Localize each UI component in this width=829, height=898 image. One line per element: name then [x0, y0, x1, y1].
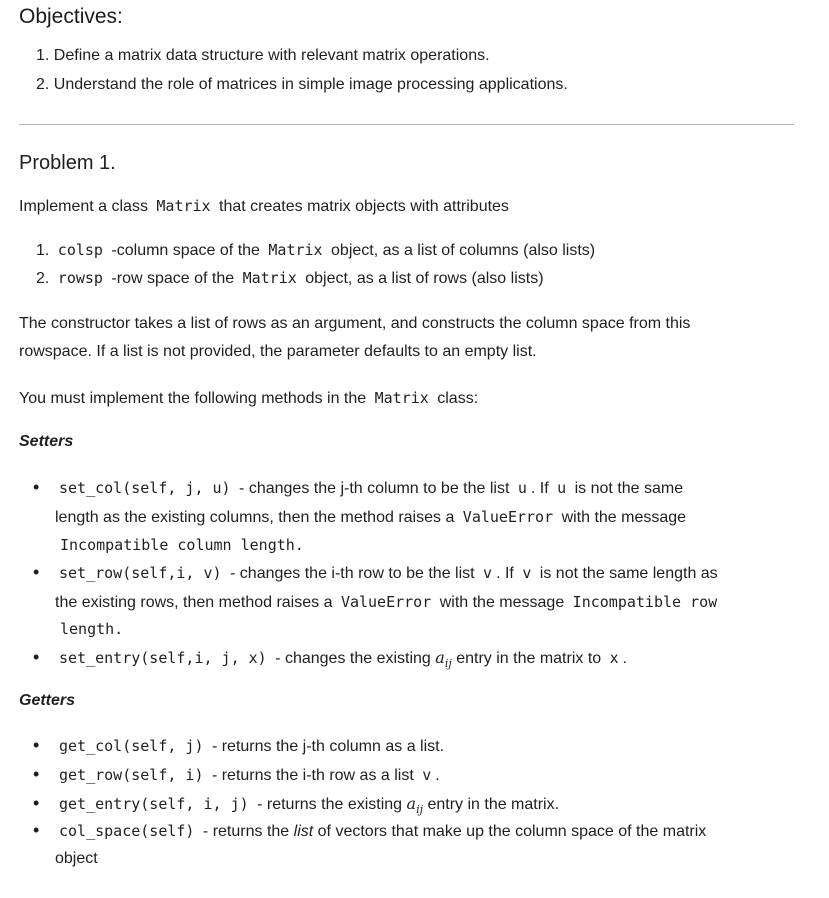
inline-code: v	[522, 564, 532, 582]
class-name-code: Matrix	[268, 241, 323, 259]
attribute-text: object, as a list of rows (also lists)	[305, 270, 544, 287]
setter-set-row-line3	[56, 620, 127, 639]
inline-code: ValueError	[340, 593, 432, 611]
setter-set-entry	[33, 648, 627, 670]
list-number: 2.	[36, 270, 50, 287]
bullet-icon: •	[33, 562, 40, 582]
bullet-icon: •	[33, 820, 40, 840]
method-desc: with the message	[561, 509, 687, 526]
method-desc: entry in the matrix to	[456, 650, 602, 667]
method-desc: - changes the existing	[275, 650, 431, 667]
objective-item: 2. Understand the role of matrices in simple image processing applications.	[36, 76, 568, 93]
method-desc: - changes the j-th column to be the list	[239, 480, 510, 497]
math-a-ij	[406, 794, 423, 817]
attribute-text: -column space of the	[111, 242, 260, 259]
class-name-code: Matrix	[242, 269, 297, 287]
math-a-ij	[435, 648, 452, 671]
method-desc: with the message	[439, 594, 565, 611]
method-desc: length as the existing columns, then the method raises a	[55, 509, 455, 526]
method-desc: . If	[530, 480, 549, 497]
getter-get-entry	[33, 794, 559, 816]
method-desc: is not the same length as	[539, 565, 718, 582]
math-sub: ij	[416, 803, 423, 817]
inline-code: u	[557, 479, 567, 497]
method-signature: set_entry(self,i, j, x)	[59, 649, 267, 667]
attribute-text: object, as a list of columns (also lists)	[331, 242, 596, 259]
getter-col-space	[33, 822, 706, 841]
must-text: You must implement the following methods in the	[19, 390, 367, 407]
setter-set-col-line2	[55, 508, 686, 527]
divider	[19, 124, 794, 125]
method-desc: - returns the j-th column as a list.	[211, 738, 445, 755]
attribute-item-rowsp	[36, 269, 544, 288]
constructor-text-line2: rowspace. If a list is not provided, the parameter defaults to an empty list.	[19, 343, 537, 360]
bullet-icon: •	[33, 764, 40, 784]
method-signature: get_row(self, i)	[59, 766, 204, 784]
method-signature: get_entry(self, i, j)	[59, 795, 249, 813]
method-desc: entry in the matrix.	[427, 796, 560, 813]
method-signature: col_space(self)	[59, 822, 195, 840]
method-signature: set_row(self,i, v)	[59, 564, 222, 582]
problem-intro	[19, 197, 509, 216]
inline-code: ValueError	[462, 508, 554, 526]
method-desc: .	[435, 767, 440, 784]
attribute-item-colsp	[36, 241, 595, 260]
intro-text: Implement a class	[19, 198, 148, 215]
method-desc: - returns the	[202, 823, 290, 840]
method-desc: of vectors that make up the column space of the matrix	[317, 823, 707, 840]
method-desc: - changes the i-th row to be the list	[230, 565, 475, 582]
error-message-code: Incompatible column length.	[60, 536, 304, 554]
method-desc: .	[622, 650, 628, 667]
setter-set-row-line2	[55, 593, 721, 612]
getter-get-col	[33, 737, 444, 756]
must-implement-text	[19, 389, 478, 408]
class-name-code: Matrix	[156, 197, 211, 215]
getter-col-space-line2: object	[55, 850, 98, 867]
intro-text: that creates matrix objects with attributes	[219, 198, 509, 215]
method-desc: is not the same	[574, 480, 684, 497]
getter-get-row	[33, 766, 440, 785]
bullet-icon: •	[33, 647, 40, 667]
getters-heading: Getters	[19, 692, 76, 709]
setter-set-row	[33, 564, 718, 583]
math-var: a	[435, 648, 445, 667]
class-name-code: Matrix	[374, 389, 429, 407]
objective-item: 1. Define a matrix data structure with relevant matrix operations.	[36, 47, 490, 64]
bullet-icon: •	[33, 735, 40, 755]
method-signature: get_col(self, j)	[59, 737, 204, 755]
bullet-icon: •	[33, 793, 40, 813]
method-desc: - returns the existing	[257, 796, 403, 813]
method-signature: set_col(self, j, u)	[59, 479, 231, 497]
setter-set-col	[33, 479, 683, 498]
objectives-heading: Objectives:	[19, 5, 123, 28]
rowsp-code: rowsp	[57, 269, 103, 287]
setters-heading: Setters	[19, 433, 74, 450]
setter-set-col-line3	[56, 536, 308, 555]
inline-code: u	[517, 479, 527, 497]
error-message-code: length.	[60, 620, 124, 638]
emphasis-text: list	[293, 823, 314, 840]
list-number: 1.	[36, 242, 50, 259]
attribute-text: -row space of the	[111, 270, 235, 287]
math-sub: ij	[444, 657, 452, 671]
inline-code: v	[483, 564, 493, 582]
inline-code: x	[609, 649, 619, 667]
error-message-code: Incompatible row	[572, 593, 718, 611]
problem-heading: Problem 1.	[19, 152, 116, 174]
colsp-code: colsp	[57, 241, 103, 259]
method-desc: - returns the i-th row as a list	[211, 767, 414, 784]
method-desc: . If	[496, 565, 514, 582]
bullet-icon: •	[33, 477, 40, 497]
method-desc: the existing rows, then method raises a	[55, 594, 333, 611]
inline-code: v	[422, 766, 432, 784]
math-var: a	[406, 794, 417, 813]
constructor-text-line1: The constructor takes a list of rows as an argument, and constructs the column space from this	[19, 315, 691, 332]
must-text: class:	[437, 390, 479, 407]
